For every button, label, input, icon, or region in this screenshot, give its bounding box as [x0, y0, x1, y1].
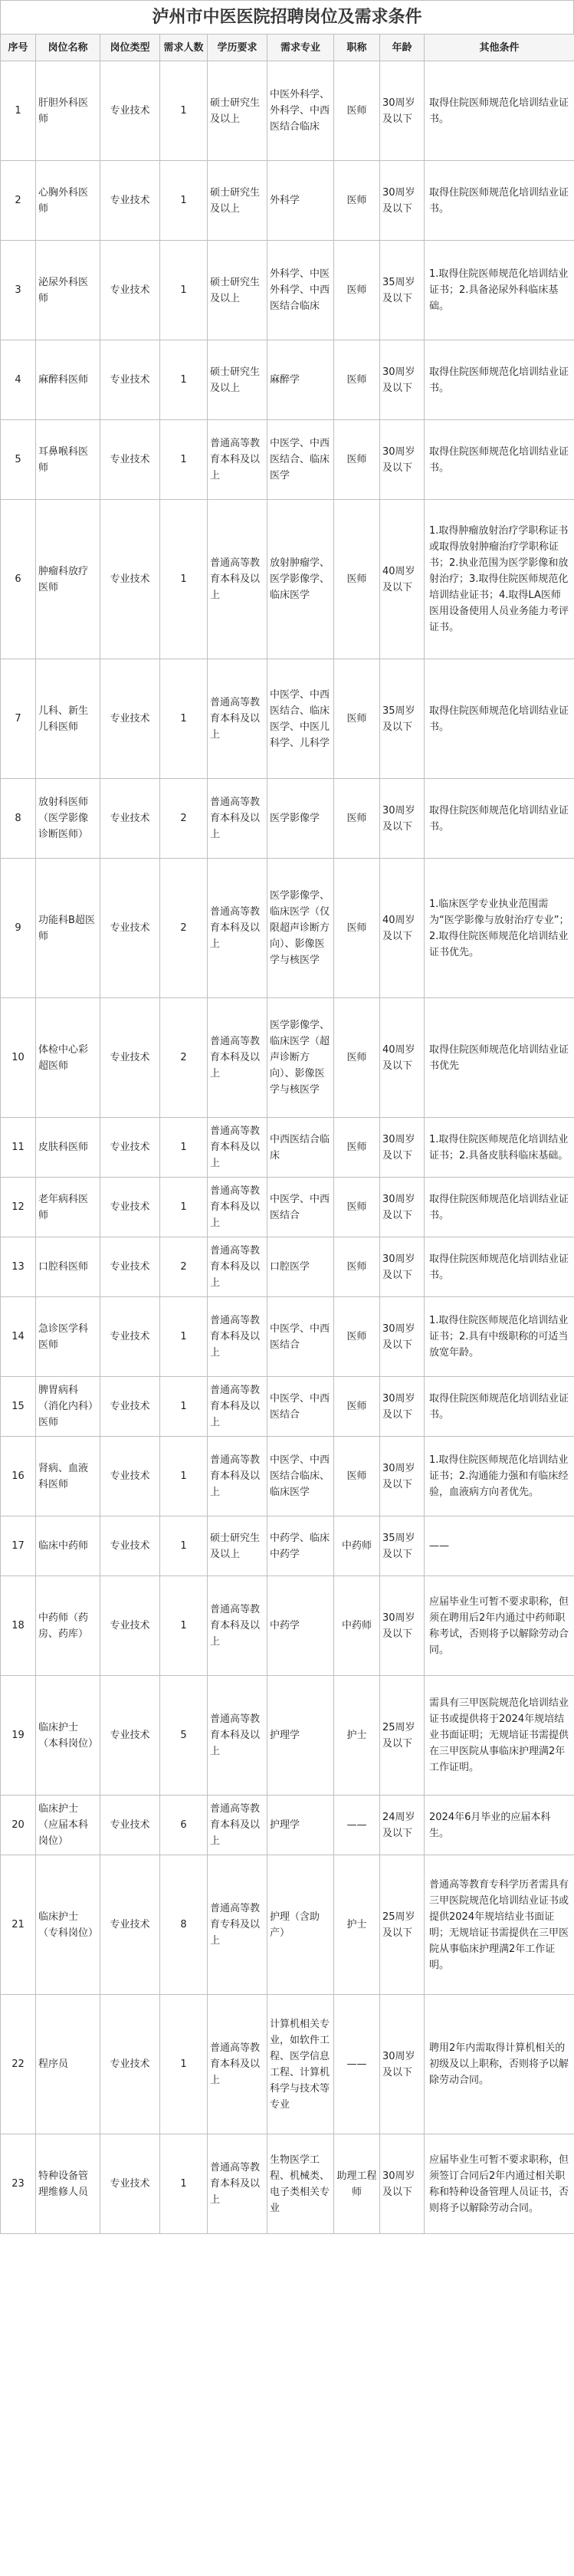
position-name-cell: 耳鼻喉科医师: [36, 420, 100, 500]
position-type-cell: 专业技术: [100, 1576, 160, 1676]
header-position-name: 岗位名称: [36, 34, 100, 61]
major-cell: 中医学、中西医结合: [267, 1377, 334, 1437]
age-limit-cell: 40周岁及以下: [380, 998, 425, 1118]
row-number-cell: 13: [1, 1237, 36, 1297]
row-number-cell: 10: [1, 998, 36, 1118]
row-number-cell: 17: [1, 1516, 36, 1576]
other-conditions-cell: 普通高等教育专科学历者需具有三甲医院规范化培训结业证书或提供2024年规培结业书面证明；无规培证书需提供在三甲医院从事临床护理满2年工作证明。: [425, 1855, 574, 1995]
education-cell: 硕士研究生及以上: [208, 61, 267, 161]
position-name-cell: 皮肤科医师: [36, 1118, 100, 1178]
professional-title-cell: 医师: [334, 779, 380, 859]
major-cell: 中医外科学、外科学、中西医结合临床: [267, 61, 334, 161]
position-name-cell: 临床护士（本科岗位）: [36, 1676, 100, 1796]
table-row: [1, 241, 574, 340]
age-limit-cell: 30周岁及以下: [380, 61, 425, 161]
headcount-cell: 1: [160, 1995, 208, 2134]
position-name-cell: 泌尿外科医师: [36, 241, 100, 340]
position-name-cell: 程序员: [36, 1995, 100, 2134]
header-major: 需求专业: [267, 34, 334, 61]
other-conditions-cell: 应届毕业生可暂不要求职称，但须在聘用后2年内通过中药师职称考试，否则将予以解除劳动合同。: [425, 1576, 574, 1676]
row-number-cell: 11: [1, 1118, 36, 1178]
education-cell: 普通高等教育本科及以上: [208, 1676, 267, 1796]
age-limit-cell: 30周岁及以下: [380, 420, 425, 500]
professional-title-cell: 医师: [334, 1178, 380, 1237]
position-name-cell: 老年病科医师: [36, 1178, 100, 1237]
headcount-cell: 2: [160, 998, 208, 1118]
major-cell: 护理学: [267, 1676, 334, 1796]
major-cell: 生物医学工程、机械类、电子类相关专业: [267, 2134, 334, 2234]
professional-title-cell: 医师: [334, 500, 380, 659]
major-cell: 医学影像学: [267, 779, 334, 859]
major-cell: 中医学、中西医结合临床、临床医学: [267, 1437, 334, 1516]
table-row: [1, 1995, 574, 2134]
table-row: [1, 500, 574, 659]
position-type-cell: 专业技术: [100, 1676, 160, 1796]
headcount-cell: 1: [160, 1377, 208, 1437]
position-type-cell: 专业技术: [100, 1516, 160, 1576]
position-type-cell: 专业技术: [100, 1377, 160, 1437]
other-conditions-cell: 取得住院医师规范化培训结业证书。: [425, 779, 574, 859]
professional-title-cell: 护士: [334, 1855, 380, 1995]
other-conditions-cell: ——: [425, 1516, 574, 1576]
table-row: [1, 1796, 574, 1855]
header-other-conditions: 其他条件: [425, 34, 574, 61]
headcount-cell: 1: [160, 1297, 208, 1377]
education-cell: 普通高等教育本科及以上: [208, 779, 267, 859]
major-cell: 麻醉学: [267, 340, 334, 420]
row-number-cell: 23: [1, 2134, 36, 2234]
professional-title-cell: 中药师: [334, 1516, 380, 1576]
row-number-cell: 2: [1, 161, 36, 241]
other-conditions-cell: 1.取得住院医师规范化培训结业证书；2.具备皮肤科临床基础。: [425, 1118, 574, 1178]
education-cell: 硕士研究生及以上: [208, 1516, 267, 1576]
professional-title-cell: ——: [334, 1796, 380, 1855]
other-conditions-cell: 聘用2年内需取得计算机相关的初级及以上职称，否则将予以解除劳动合同。: [425, 1995, 574, 2134]
education-cell: 普通高等教育本科及以上: [208, 1237, 267, 1297]
row-number-cell: 21: [1, 1855, 36, 1995]
headcount-cell: 2: [160, 1237, 208, 1297]
education-cell: 普通高等教育本科及以上: [208, 2134, 267, 2234]
position-type-cell: 专业技术: [100, 659, 160, 779]
other-conditions-cell: 取得住院医师规范化培训结业证书。: [425, 1237, 574, 1297]
table-row: [1, 420, 574, 500]
row-number-cell: 16: [1, 1437, 36, 1516]
other-conditions-cell: 1.临床医学专业执业范围需为“医学影像与放射治疗专业”；2.取得住院医师规范化培训结业证书优先。: [425, 859, 574, 998]
position-name-cell: 麻醉科医师: [36, 340, 100, 420]
professional-title-cell: 医师: [334, 61, 380, 161]
row-number-cell: 1: [1, 61, 36, 161]
education-cell: 普通高等教育本科及以上: [208, 1437, 267, 1516]
row-number-cell: 6: [1, 500, 36, 659]
headcount-cell: 1: [160, 1576, 208, 1676]
other-conditions-cell: 1.取得住院医师规范化培训结业证书；2.具有中级职称的可适当放宽年龄。: [425, 1297, 574, 1377]
row-number-cell: 19: [1, 1676, 36, 1796]
table-row: [1, 1377, 574, 1437]
row-number-cell: 4: [1, 340, 36, 420]
table-row: [1, 1237, 574, 1297]
headcount-cell: 1: [160, 1178, 208, 1237]
row-number-cell: 12: [1, 1178, 36, 1237]
position-type-cell: 专业技术: [100, 779, 160, 859]
education-cell: 普通高等教育本科及以上: [208, 1118, 267, 1178]
professional-title-cell: 医师: [334, 998, 380, 1118]
position-type-cell: 专业技术: [100, 340, 160, 420]
position-type-cell: 专业技术: [100, 859, 160, 998]
major-cell: 护理（含助产）: [267, 1855, 334, 1995]
position-type-cell: 专业技术: [100, 500, 160, 659]
age-limit-cell: 25周岁及以下: [380, 1855, 425, 1995]
table-row: [1, 1855, 574, 1995]
professional-title-cell: 医师: [334, 659, 380, 779]
table-row: [1, 2134, 574, 2234]
position-name-cell: 脾胃病科（消化内科）医师: [36, 1377, 100, 1437]
professional-title-cell: 助理工程师: [334, 2134, 380, 2234]
row-number-cell: 22: [1, 1995, 36, 2134]
other-conditions-cell: 取得住院医师规范化培训结业证书。: [425, 1377, 574, 1437]
professional-title-cell: 医师: [334, 1237, 380, 1297]
position-name-cell: 儿科、新生儿科医师: [36, 659, 100, 779]
age-limit-cell: 30周岁及以下: [380, 779, 425, 859]
position-name-cell: 口腔科医师: [36, 1237, 100, 1297]
row-number-cell: 5: [1, 420, 36, 500]
education-cell: 普通高等教育本科及以上: [208, 1995, 267, 2134]
position-type-cell: 专业技术: [100, 1118, 160, 1178]
table-row: [1, 161, 574, 241]
page-title: 泸州市中医医院招聘岗位及需求条件: [0, 0, 574, 34]
age-limit-cell: 40周岁及以下: [380, 859, 425, 998]
header-education: 学历要求: [208, 34, 267, 61]
table-row: [1, 1676, 574, 1796]
education-cell: 普通高等教育本科及以上: [208, 659, 267, 779]
headcount-cell: 1: [160, 1516, 208, 1576]
table-row: [1, 340, 574, 420]
other-conditions-cell: 取得住院医师规范化培训结业证书。: [425, 420, 574, 500]
major-cell: 放射肿瘤学、医学影像学、临床医学: [267, 500, 334, 659]
header-position-type: 岗位类型: [100, 34, 160, 61]
education-cell: 普通高等教育本科及以上: [208, 1377, 267, 1437]
headcount-cell: 1: [160, 500, 208, 659]
education-cell: 普通高等教育本科及以上: [208, 500, 267, 659]
age-limit-cell: 35周岁及以下: [380, 1516, 425, 1576]
other-conditions-cell: 1.取得住院医师规范化培训结业证书；2.具备泌尿外科临床基础。: [425, 241, 574, 340]
professional-title-cell: ——: [334, 1995, 380, 2134]
header-age: 年龄: [380, 34, 425, 61]
table-row: [1, 1516, 574, 1576]
table-row: [1, 1297, 574, 1377]
other-conditions-cell: 2024年6月毕业的应届本科生。: [425, 1796, 574, 1855]
other-conditions-cell: 取得住院医师规范化培训结业证书。: [425, 61, 574, 161]
age-limit-cell: 30周岁及以下: [380, 1995, 425, 2134]
age-limit-cell: 30周岁及以下: [380, 1377, 425, 1437]
other-conditions-cell: 取得住院医师规范化培训结业证书。: [425, 659, 574, 779]
table-row: [1, 998, 574, 1118]
education-cell: 普通高等教育本科及以上: [208, 998, 267, 1118]
position-type-cell: 专业技术: [100, 1855, 160, 1995]
professional-title-cell: 医师: [334, 161, 380, 241]
other-conditions-cell: 取得住院医师规范化培训结业证书。: [425, 161, 574, 241]
header-headcount: 需求人数: [160, 34, 208, 61]
row-number-cell: 9: [1, 859, 36, 998]
headcount-cell: 1: [160, 420, 208, 500]
headcount-cell: 5: [160, 1676, 208, 1796]
age-limit-cell: 30周岁及以下: [380, 1437, 425, 1516]
professional-title-cell: 医师: [334, 1377, 380, 1437]
professional-title-cell: 医师: [334, 420, 380, 500]
position-name-cell: 临床中药师: [36, 1516, 100, 1576]
recruitment-table: [0, 34, 574, 2234]
headcount-cell: 1: [160, 340, 208, 420]
education-cell: 普通高等教育本科及以上: [208, 1297, 267, 1377]
position-name-cell: 功能科B超医师: [36, 859, 100, 998]
major-cell: 计算机相关专业，如软件工程、医学信息工程、计算机科学与技术等专业: [267, 1995, 334, 2134]
position-name-cell: 急诊医学科医师: [36, 1297, 100, 1377]
headcount-cell: 1: [160, 659, 208, 779]
position-type-cell: 专业技术: [100, 1437, 160, 1516]
major-cell: 中医学、中西医结合: [267, 1297, 334, 1377]
position-name-cell: 临床护士（专科岗位）: [36, 1855, 100, 1995]
position-name-cell: 心胸外科医师: [36, 161, 100, 241]
row-number-cell: 18: [1, 1576, 36, 1676]
age-limit-cell: 25周岁及以下: [380, 1676, 425, 1796]
headcount-cell: 1: [160, 1437, 208, 1516]
position-type-cell: 专业技术: [100, 998, 160, 1118]
table-row: [1, 659, 574, 779]
position-name-cell: 肝胆外科医师: [36, 61, 100, 161]
table-row: [1, 1437, 574, 1516]
major-cell: 口腔医学: [267, 1237, 334, 1297]
professional-title-cell: 护士: [334, 1676, 380, 1796]
position-type-cell: 专业技术: [100, 2134, 160, 2234]
age-limit-cell: 30周岁及以下: [380, 1576, 425, 1676]
major-cell: 中医学、中西医结合: [267, 1178, 334, 1237]
age-limit-cell: 35周岁及以下: [380, 659, 425, 779]
major-cell: 中西医结合临床: [267, 1118, 334, 1178]
table-row: [1, 61, 574, 161]
position-type-cell: 专业技术: [100, 1796, 160, 1855]
other-conditions-cell: 需具有三甲医院规范化培训结业证书或提供将于2024年规培结业书面证明；无规培证书需提供在三甲医院从事临床护理满2年工作证明。: [425, 1676, 574, 1796]
age-limit-cell: 30周岁及以下: [380, 1237, 425, 1297]
professional-title-cell: 医师: [334, 859, 380, 998]
other-conditions-cell: 应届毕业生可暂不要求职称，但须签订合同后2年内通过相关职称和特种设备管理人员证书，否则将予以解除劳动合同。: [425, 2134, 574, 2234]
row-number-cell: 8: [1, 779, 36, 859]
age-limit-cell: 24周岁及以下: [380, 1796, 425, 1855]
headcount-cell: 1: [160, 241, 208, 340]
position-name-cell: 中药师（药房、药库）: [36, 1576, 100, 1676]
major-cell: 中药学、临床中药学: [267, 1516, 334, 1576]
education-cell: 普通高等教育本科及以上: [208, 1796, 267, 1855]
headcount-cell: 2: [160, 779, 208, 859]
education-cell: 硕士研究生及以上: [208, 340, 267, 420]
age-limit-cell: 35周岁及以下: [380, 241, 425, 340]
table-row: [1, 1118, 574, 1178]
position-type-cell: 专业技术: [100, 241, 160, 340]
professional-title-cell: 医师: [334, 340, 380, 420]
education-cell: 普通高等教育专科及以上: [208, 1855, 267, 1995]
header-professional-title: 职称: [334, 34, 380, 61]
other-conditions-cell: 1.取得肿瘤放射治疗学职称证书或取得放射肿瘤治疗学职称证书；2.执业范围为医学影像和放射治疗；3.取得住院医师规范化培训结业证书；4.取得LA医师医用设备使用人员业务能力考评证书。: [425, 500, 574, 659]
position-type-cell: 专业技术: [100, 1237, 160, 1297]
position-type-cell: 专业技术: [100, 420, 160, 500]
header-no: 序号: [1, 34, 36, 61]
major-cell: 外科学: [267, 161, 334, 241]
row-number-cell: 20: [1, 1796, 36, 1855]
age-limit-cell: 30周岁及以下: [380, 1178, 425, 1237]
table-row: [1, 1576, 574, 1676]
headcount-cell: 8: [160, 1855, 208, 1995]
age-limit-cell: 30周岁及以下: [380, 2134, 425, 2234]
table-row: [1, 779, 574, 859]
position-type-cell: 专业技术: [100, 1178, 160, 1237]
position-name-cell: 肾病、血液科医师: [36, 1437, 100, 1516]
other-conditions-cell: 取得住院医师规范化培训结业证书。: [425, 340, 574, 420]
table-header-row: [1, 34, 574, 61]
age-limit-cell: 30周岁及以下: [380, 340, 425, 420]
row-number-cell: 3: [1, 241, 36, 340]
other-conditions-cell: 取得住院医师规范化培训结业证书优先: [425, 998, 574, 1118]
professional-title-cell: 医师: [334, 1297, 380, 1377]
row-number-cell: 14: [1, 1297, 36, 1377]
education-cell: 普通高等教育本科及以上: [208, 1576, 267, 1676]
position-name-cell: 体检中心彩超医师: [36, 998, 100, 1118]
major-cell: 中医学、中西医结合、临床医学: [267, 420, 334, 500]
position-type-cell: 专业技术: [100, 61, 160, 161]
education-cell: 硕士研究生及以上: [208, 161, 267, 241]
position-name-cell: 放射科医师（医学影像诊断医师）: [36, 779, 100, 859]
professional-title-cell: 中药师: [334, 1576, 380, 1676]
education-cell: 普通高等教育本科及以上: [208, 859, 267, 998]
table-row: [1, 859, 574, 998]
headcount-cell: 1: [160, 1118, 208, 1178]
position-name-cell: 肿瘤科放疗医师: [36, 500, 100, 659]
major-cell: 中药学: [267, 1576, 334, 1676]
major-cell: 中医学、中西医结合、临床医学、中医儿科学、儿科学: [267, 659, 334, 779]
major-cell: 外科学、中医外科学、中西医结合临床: [267, 241, 334, 340]
position-type-cell: 专业技术: [100, 1995, 160, 2134]
professional-title-cell: 医师: [334, 1118, 380, 1178]
headcount-cell: 2: [160, 859, 208, 998]
row-number-cell: 15: [1, 1377, 36, 1437]
age-limit-cell: 40周岁及以下: [380, 500, 425, 659]
other-conditions-cell: 1.取得住院医师规范化培训结业证书；2.沟通能力强和有临床经验，血液病方向者优先。: [425, 1437, 574, 1516]
age-limit-cell: 30周岁及以下: [380, 1297, 425, 1377]
major-cell: 医学影像学、临床医学（仅限超声诊断方向）、影像医学与核医学: [267, 859, 334, 998]
position-type-cell: 专业技术: [100, 1297, 160, 1377]
headcount-cell: 1: [160, 61, 208, 161]
headcount-cell: 1: [160, 161, 208, 241]
professional-title-cell: 医师: [334, 1437, 380, 1516]
major-cell: 医学影像学、临床医学（超声诊断方向）、影像医学与核医学: [267, 998, 334, 1118]
headcount-cell: 6: [160, 1796, 208, 1855]
education-cell: 普通高等教育本科及以上: [208, 1178, 267, 1237]
headcount-cell: 1: [160, 2134, 208, 2234]
age-limit-cell: 30周岁及以下: [380, 161, 425, 241]
other-conditions-cell: 取得住院医师规范化培训结业证书。: [425, 1178, 574, 1237]
education-cell: 硕士研究生及以上: [208, 241, 267, 340]
table-row: [1, 1178, 574, 1237]
position-name-cell: 临床护士（应届本科岗位）: [36, 1796, 100, 1855]
position-name-cell: 特种设备管理维修人员: [36, 2134, 100, 2234]
professional-title-cell: 医师: [334, 241, 380, 340]
major-cell: 护理学: [267, 1796, 334, 1855]
age-limit-cell: 30周岁及以下: [380, 1118, 425, 1178]
row-number-cell: 7: [1, 659, 36, 779]
position-type-cell: 专业技术: [100, 161, 160, 241]
education-cell: 普通高等教育本科及以上: [208, 420, 267, 500]
